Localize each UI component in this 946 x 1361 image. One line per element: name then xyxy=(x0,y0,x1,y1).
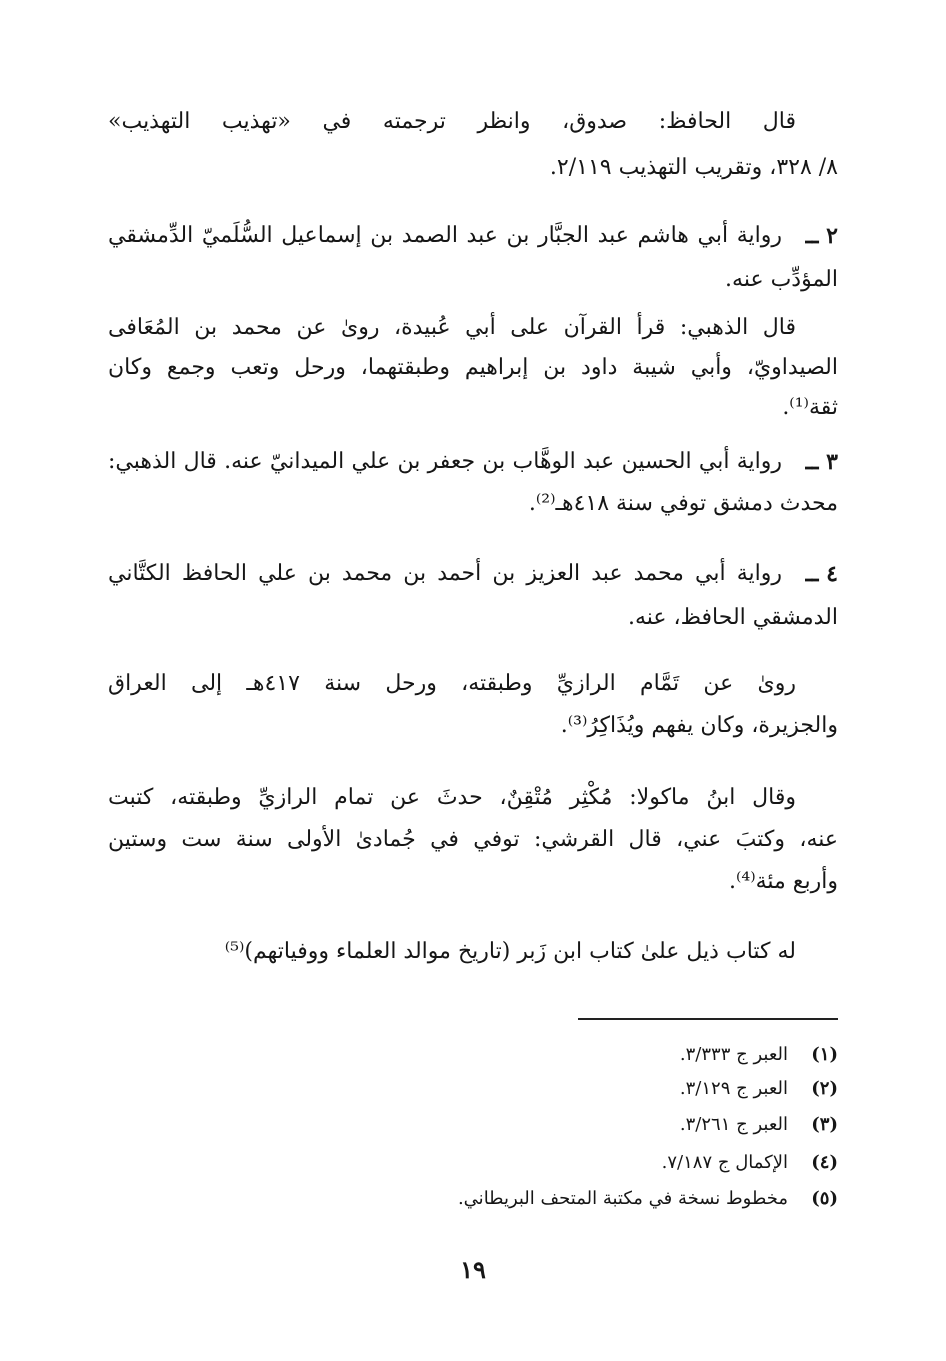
paragraph-line: وقال ابنُ ماكولا: مُكْثِر مُتْقِنٌ، حدثَ عن تمام الرازيِّ وطبقته، كتبت xyxy=(108,785,796,810)
paragraph-line: والجزيرة، وكان يفهم ويُذَاكِرُ⁽³⁾. xyxy=(560,713,838,738)
item-line: المؤدِّب عنه. xyxy=(725,267,838,292)
item-number: ٤ ــ xyxy=(805,561,838,587)
paragraph-line: قال الذهبي: قرأ القرآن على أبي عُبيدة، روىٰ عن محمد بن المُعَافى xyxy=(108,315,796,340)
footnote xyxy=(680,1110,838,1140)
footnote-number: (٥) xyxy=(811,1188,838,1209)
footnote-number: (١) xyxy=(811,1044,838,1065)
footnote xyxy=(680,1074,838,1104)
intro-line: قال الحافظ: صدوق، وانظر ترجمته في «تهذيب التهذيب» xyxy=(108,109,796,134)
item-line: الدمشقي الحافظ، عنه. xyxy=(628,605,838,630)
paragraph-line: ثقة⁽¹⁾. xyxy=(782,395,838,420)
footnote-text: العبر ج ٣/٢٦١. xyxy=(679,1114,788,1135)
paragraph-line: روىٰ عن تَمَّام الرازيِّ وطبقته، ورحل سنة ٤١٧هـ إلى العراق xyxy=(108,671,797,696)
footnote-number: (٣) xyxy=(811,1114,838,1135)
footnote-text: العبر ج ٣/١٢٩. xyxy=(679,1078,788,1099)
footnote xyxy=(680,1040,838,1070)
intro-line: ٨/ ٣٢٨، وتقريب التهذيب ٢/١١٩. xyxy=(549,155,838,180)
footnote-divider xyxy=(578,1018,838,1020)
footnote-text: العبر ج ٣/٣٣٣. xyxy=(679,1044,788,1065)
paragraph-line: وأربع مئة⁽⁴⁾. xyxy=(728,869,838,894)
item-line: رواية أبي محمد عبد العزيز بن أحمد بن محمد بن علي الحافظ الكتَّاني xyxy=(108,561,782,586)
item-line: محدث دمشق توفي سنة ٤١٨هـ⁽²⁾. xyxy=(528,491,838,516)
footnote-text: مخطوط نسخة في مكتبة المتحف البريطاني. xyxy=(457,1188,788,1209)
paragraph-line: له كتاب ذيل علىٰ كتاب ابن زَبر (تاريخ موالد العلماء ووفياتهم)⁽⁵⁾ xyxy=(224,939,796,964)
footnote-number: (٢) xyxy=(811,1078,838,1099)
footnote-text: الإكمال ج ٧/١٨٧. xyxy=(661,1152,788,1173)
item-line: رواية أبي الحسين عبد الوهَّاب بن جعفر بن علي الميدانيّ عنه. قال الذهبي: xyxy=(108,449,782,474)
item-number: ٢ ــ xyxy=(805,223,838,249)
footnote xyxy=(662,1148,838,1178)
paragraph-line: الصيداويّ، وأبي شيبة داود بن إبراهيم وطبقتهما، ورحل وتعب وجمع وكان xyxy=(108,355,838,380)
item-number: ٣ ــ xyxy=(805,449,838,475)
paragraph-line: عنه، وكتبَ عني، قال القرشي: توفي في جُمادىٰ الأولى سنة ست وستين xyxy=(108,827,838,852)
page-number: ١٩ xyxy=(460,1255,486,1284)
item-line: رواية أبي هاشم عبد الجبَّار بن عبد الصمد بن إسماعيل السُّلَميّ الدِّمشقي xyxy=(108,223,782,248)
footnote-number: (٤) xyxy=(811,1152,838,1173)
footnote xyxy=(458,1184,838,1214)
